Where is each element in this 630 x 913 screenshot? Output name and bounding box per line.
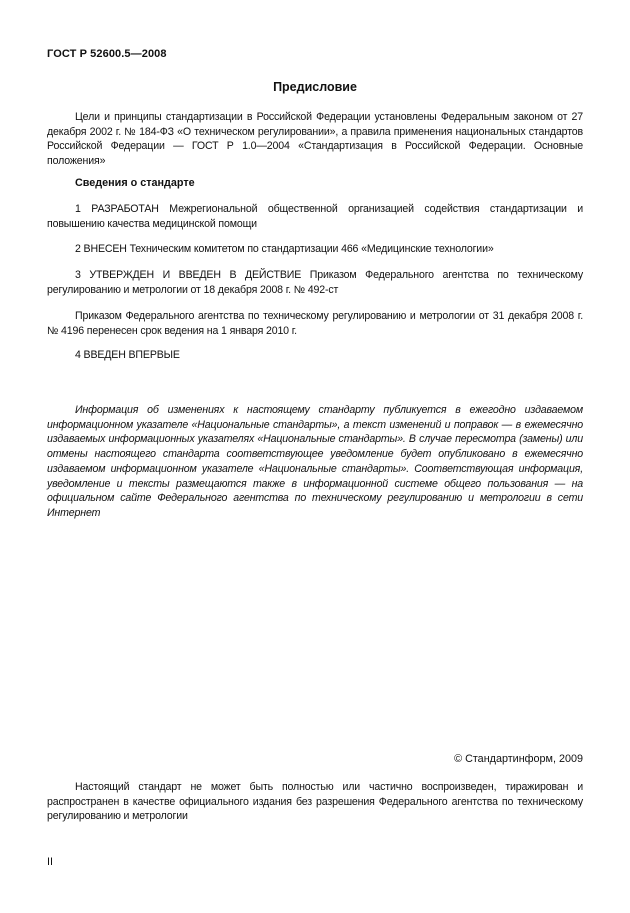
info-item-submitted: 2 ВНЕСЕН Техническим комитетом по стандартизации 466 «Медицинские технологии» [75,243,494,255]
page-number: II [47,856,53,868]
foreword-intro: Цели и принципы стандартизации в Российской Федерации установлены Федеральным законом от 27 декабря 2002 г. № 184-ФЗ «О техническом регулировании», а правила применения национальных стандартов Российской Федерации — ГОСТ Р 1.0—2004 «Стандартизация в Российской Федерации. Основные положения» [47,111,583,168]
info-item-introduced: 4 ВВЕДЕН ВПЕРВЫЕ [75,349,180,361]
foreword-title: Предисловие [273,80,357,94]
copyright-line: © Стандартинформ, 2009 [454,753,583,765]
document-id: ГОСТ Р 52600.5—2008 [47,48,167,60]
info-item-approved: 3 УТВЕРЖДЕН И ВВЕДЕН В ДЕЙСТВИЕ Приказом Федерального агентства по техническому регулированию и метрологии от 18 декабря 2008 г. № 492-ст [47,269,583,296]
info-item-order: Приказом Федерального агентства по техническому регулированию и метрологии от 31 декабря 2008 г. № 4196 перенесен срок ведения на 1 января 2010 г. [47,310,583,337]
changes-notice: Информация об изменениях к настоящему стандарту публикуется в ежегодно издаваемом информационном указателе «Национальные стандарты», а текст изменений и поправок — в ежемесячно издаваемых информационных указателях «Национальные стандарты». В случае пересмотра (замены) или отмены настоящего стандарта соответствующее уведомление будет опубликовано в ежемесячно издаваемом информационном указателе «Национальные стандарты». Соответствующая информация, уведомление и тексты размещаются также в информационной системе общего пользования — на официальном сайте Федерального агентства по техническому регулированию и метрологии в сети Интернет [47,404,583,519]
standard-info-heading: Сведения о стандарте [75,177,195,189]
info-item-developed: 1 РАЗРАБОТАН Межрегиональной общественной организацией содействия стандартизации и повышению качества медицинской помощи [47,203,583,230]
reproduction-notice: Настоящий стандарт не может быть полностью или частично воспроизведен, тиражирован и распространен в качестве официального издания без разрешения Федерального агентства по техническому регулированию и метрологии [47,781,583,823]
